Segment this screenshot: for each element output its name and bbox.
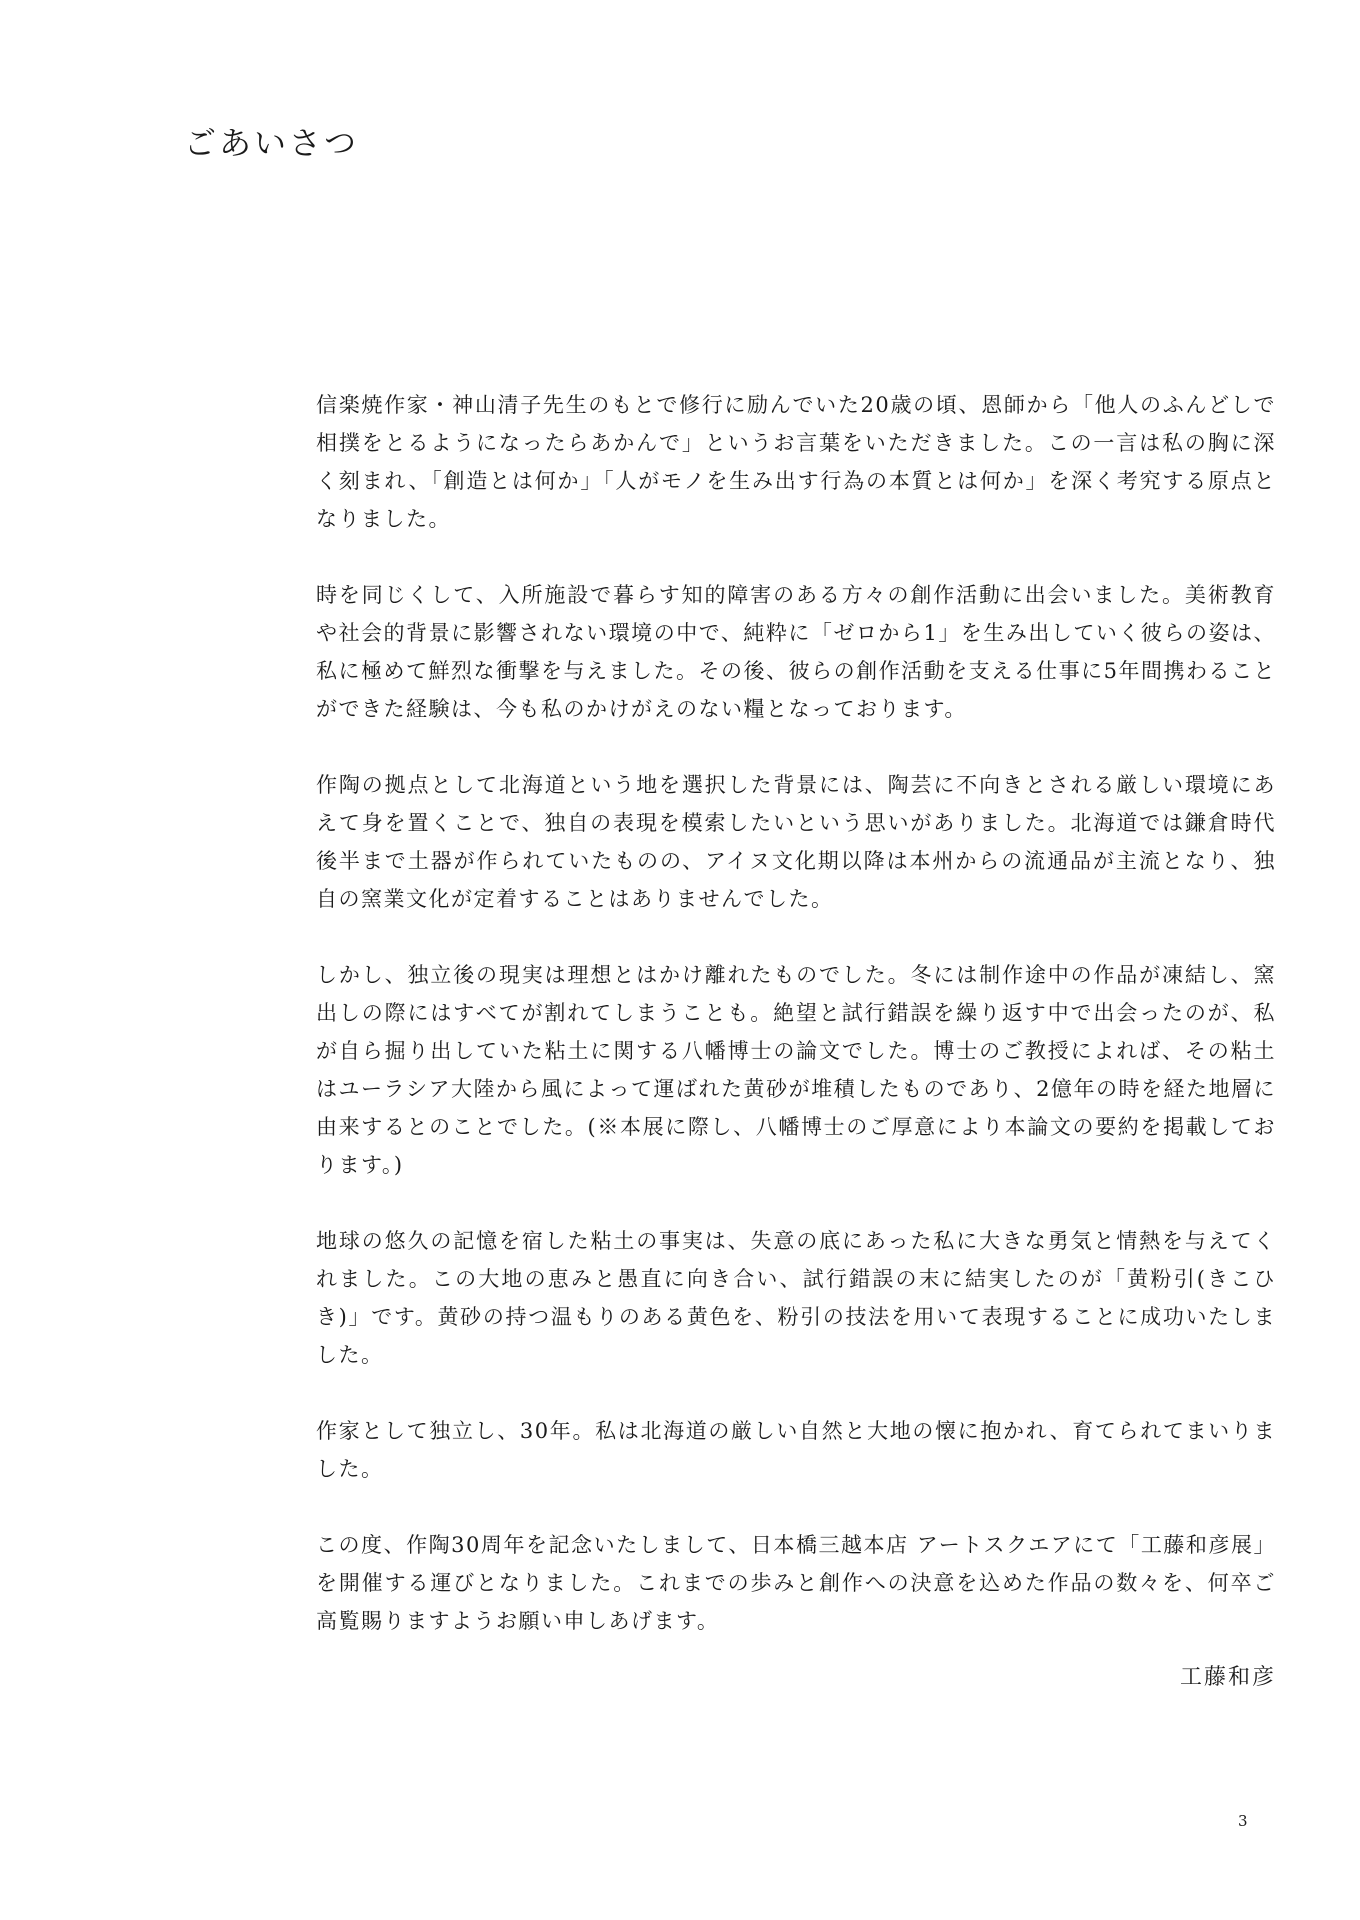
paragraph-2: 時を同じくして、入所施設で暮らす知的障害のある方々の創作活動に出会いました。美術教育や社会的背景に影響されない環境の中で、純粋に「ゼロから1」を生み出していく彼らの姿は、私に極めて鮮烈な衝撃を与えました。その後、彼らの創作活動を支える仕事に5年間携わることができた経験は、今も私のかけがえのない糧となっております。 [316,583,1276,721]
paragraph-1: 信楽焼作家・神山清子先生のもとで修行に励んでいた20歳の頃、恩師から「他人のふんどしで相撲をとるようになったらあかんで」というお言葉をいただきました。この一言は私の胸に深く刻まれ、「創造とは何か」「人がモノを生み出す行為の本質とは何か」を深く考究する原点となりました。 [316,393,1276,531]
paragraph-6: 作家として独立し、30年。私は北海道の厳しい自然と大地の懐に抱かれ、育てられてまいりました。 [316,1419,1276,1481]
paragraph-7: この度、作陶30周年を記念いたしまして、日本橋三越本店 アートスクエアにて「工藤和彦展」を開催する運びとなりました。これまでの歩みと創作への決意を込めた作品の数々を、何卒ご高覧賜りますようお願い申しあげます。 [316,1533,1276,1633]
paragraph-5: 地球の悠久の記憶を宿した粘土の事実は、失意の底にあった私に大きな勇気と情熱を与えてくれました。この大地の恵みと愚直に向き合い、試行錯誤の末に結実したのが「黄粉引(きこひき)」です。黄砂の持つ温もりのある黄色を、粉引の技法を用いて表現することに成功いたしました。 [316,1229,1276,1367]
page-title: ごあいさつ [184,124,360,162]
page-number: 3 [1238,1812,1248,1830]
paragraph-4: しかし、独立後の現実は理想とはかけ離れたものでした。冬には制作途中の作品が凍結し、窯出しの際にはすべてが割れてしまうことも。絶望と試行錯誤を繰り返す中で出会ったのが、私が自ら掘り出していた粘土に関する八幡博士の論文でした。博士のご教授によれば、その粘土はユーラシア大陸から風によって運ばれた黄砂が堆積したものであり、2億年の時を経た地層に由来するとのことでした。(※本展に際し、八幡博士のご厚意により本論文の要約を掲載しております。) [316,963,1276,1177]
paragraph-3: 作陶の拠点として北海道という地を選択した背景には、陶芸に不向きとされる厳しい環境にあえて身を置くことで、独自の表現を模索したいという思いがありました。北海道では鎌倉時代後半まで土器が作られていたものの、アイヌ文化期以降は本州からの流通品が主流となり、独自の窯業文化が定着することはありませんでした。 [316,773,1276,911]
greeting-body [316,386,1276,1678]
author-signature: 工藤和彦 [1179,1665,1276,1690]
